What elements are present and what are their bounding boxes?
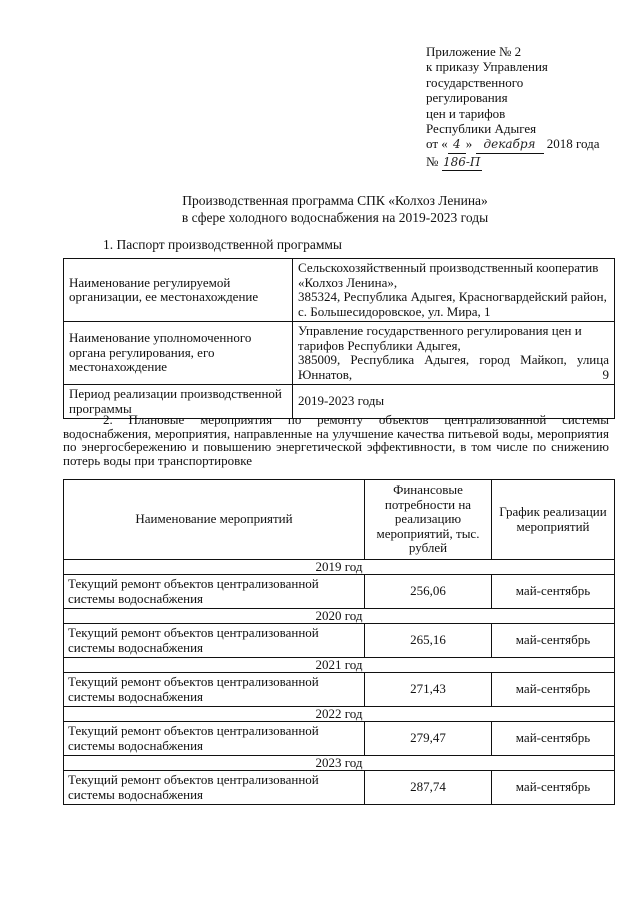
activity-schedule: май-сентябрь — [492, 673, 615, 707]
year-row — [64, 658, 615, 673]
title-line-1: Производственная программа СПК «Колхоз Ленина» — [182, 193, 488, 208]
number-prefix: № — [426, 153, 439, 169]
passport-value-line: Управление государственного регулирования цен и тарифов Республики Адыгея, — [298, 323, 582, 353]
activity-name: Текущий ремонт объектов централизованной системы водоснабжения — [64, 771, 365, 805]
date-prefix: от « — [426, 136, 448, 152]
year-label: 2022 год — [64, 707, 615, 722]
year-row — [64, 756, 615, 771]
year-label: 2019 год — [64, 560, 615, 575]
header-finance: Финансовые потребности на реализацию мероприятий, тыс. рублей — [365, 480, 492, 560]
activity-name: Текущий ремонт объектов централизованной системы водоснабжения — [64, 722, 365, 756]
activity-name: Текущий ремонт объектов централизованной системы водоснабжения — [64, 575, 365, 609]
date-mid: » — [465, 136, 473, 152]
section-1-heading: 1. Паспорт производственной программы — [103, 237, 342, 252]
activity-amount: 256,06 — [365, 575, 492, 609]
appendix-line: к приказу Управления — [426, 59, 548, 75]
table-row — [64, 624, 615, 658]
appendix-header — [426, 44, 626, 171]
passport-label: Наименование регулируемой организации, ее местонахождение — [64, 259, 293, 322]
passport-value — [293, 259, 615, 322]
table-row — [64, 771, 615, 805]
passport-value-line: 385324, Республика Адыгея, Красногвардейский район, с. Большесидоровское, ул. Мира, 1 — [298, 289, 607, 319]
table-row — [64, 673, 615, 707]
year-label: 2021 год — [64, 658, 615, 673]
activity-name: Текущий ремонт объектов централизованной системы водоснабжения — [64, 624, 365, 658]
passport-table — [63, 258, 615, 419]
activity-amount: 279,47 — [365, 722, 492, 756]
activity-schedule: май-сентябрь — [492, 722, 615, 756]
section-2-text — [63, 413, 609, 467]
activity-amount: 265,16 — [365, 624, 492, 658]
header-name: Наименование мероприятий — [64, 480, 365, 560]
appendix-line: Республики Адыгея — [426, 121, 537, 137]
activity-schedule: май-сентябрь — [492, 575, 615, 609]
activity-schedule: май-сентябрь — [492, 771, 615, 805]
date-day-handwritten: 4 — [448, 137, 466, 153]
year-row — [64, 560, 615, 575]
appendix-line: регулирования — [426, 90, 508, 106]
year-row — [64, 707, 615, 722]
passport-value-line: 2019-2023 годы — [298, 393, 385, 409]
table-row — [64, 722, 615, 756]
appendix-line: Приложение № 2 — [426, 44, 522, 59]
activity-amount: 287,74 — [365, 771, 492, 805]
activity-amount: 271,43 — [365, 673, 492, 707]
number-handwritten: 186-П — [442, 155, 482, 171]
order-date — [426, 136, 626, 153]
table-row — [64, 322, 615, 385]
year-row — [64, 609, 615, 624]
table-header-row — [64, 480, 615, 560]
passport-label: Период реализации производственной программы — [64, 385, 293, 419]
section-2-paragraph: 2. Плановые мероприятия по ремонту объектов централизованной системы водоснабжения, мероприятия, направленные на улучшение качества питьевой воды, мероприятия по энергосбережению и повышению энергетической эффективности, в том числе по снижению потерь воды при транспортировке — [63, 412, 609, 468]
year-label: 2020 год — [64, 609, 615, 624]
activities-table — [63, 479, 615, 805]
date-month-handwritten: декабря — [476, 137, 544, 153]
title-line-2: в сфере холодного водоснабжения на 2019-2023 годы — [181, 210, 489, 225]
passport-value-line: Сельскохозяйственный производственный кооператив «Колхоз Ленина», — [298, 260, 599, 290]
order-number — [426, 154, 626, 171]
date-suffix: 2018 года — [546, 136, 600, 152]
header-schedule: График реализации мероприятий — [492, 480, 615, 560]
activity-name: Текущий ремонт объектов централизованной системы водоснабжения — [64, 673, 365, 707]
passport-value-line: 385009, Республика Адыгея, город Майкоп, улица Юннатов, 9 — [298, 352, 609, 382]
passport-label: Наименование уполномоченного органа регулирования, его местонахождение — [64, 322, 293, 385]
appendix-line: цен и тарифов — [426, 105, 506, 121]
table-row — [64, 575, 615, 609]
year-label: 2023 год — [64, 756, 615, 771]
document-title — [60, 192, 610, 226]
appendix-line: государственного — [426, 74, 524, 90]
activity-schedule: май-сентябрь — [492, 624, 615, 658]
table-row — [64, 259, 615, 322]
passport-value — [293, 322, 615, 385]
